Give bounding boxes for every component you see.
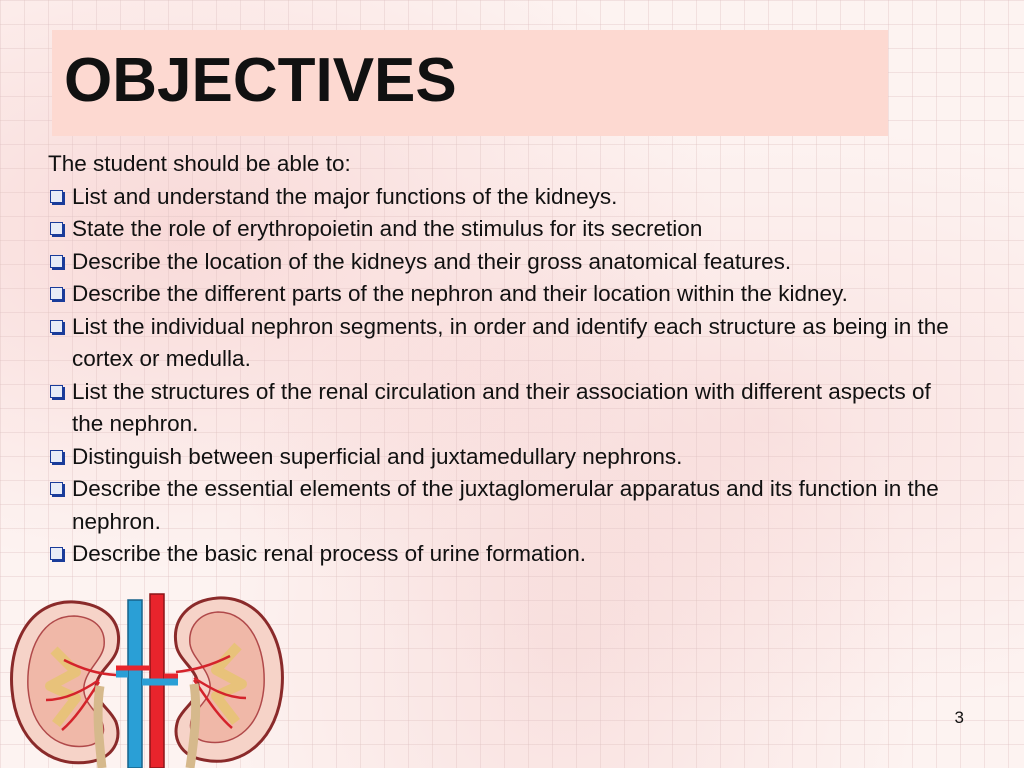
list-item-text: Describe the basic renal process of urine formation. <box>72 541 586 566</box>
intro-text: The student should be able to: <box>48 151 351 176</box>
slide-title: OBJECTIVES <box>64 46 457 115</box>
page-number: 3 <box>954 708 964 727</box>
checkbox-bullet-icon <box>50 190 63 203</box>
checkbox-bullet-icon <box>50 255 63 268</box>
list-item-text: List the individual nephron segments, in order and identify each structure as being in the cortex or medulla. <box>72 313 949 371</box>
list-item <box>48 473 968 538</box>
list-item <box>48 441 968 474</box>
right-kidney <box>175 598 282 768</box>
title-band <box>52 30 888 136</box>
checkbox-bullet-icon <box>50 222 63 235</box>
list-item <box>48 181 968 214</box>
kidneys-illustration <box>4 590 288 768</box>
checkbox-bullet-icon <box>50 482 63 495</box>
list-item-text: Describe the essential elements of the juxtaglomerular apparatus and its function in the nephron. <box>72 476 939 534</box>
list-item <box>48 376 968 441</box>
checkbox-bullet-icon <box>50 547 63 560</box>
list-item-text: Distinguish between superficial and juxtamedullary nephrons. <box>72 443 683 469</box>
checkbox-bullet-icon <box>50 450 63 463</box>
slide-body <box>48 148 968 571</box>
list-item-text: Describe the different parts of the nephron and their location within the kidney. <box>72 281 848 306</box>
list-item <box>48 538 968 571</box>
checkbox-bullet-icon <box>50 385 63 398</box>
left-kidney <box>12 602 119 768</box>
list-item <box>48 278 968 311</box>
list-item-text: Describe the location of the kidneys and their gross anatomical features. <box>72 248 792 274</box>
great-vessels <box>116 594 178 768</box>
objectives-list <box>48 181 968 571</box>
list-item-text: State the role of erythropoietin and the stimulus for its secretion <box>72 216 703 241</box>
checkbox-bullet-icon <box>50 320 63 333</box>
checkbox-bullet-icon <box>50 287 63 300</box>
list-item <box>48 246 968 279</box>
list-item-text: List the structures of the renal circulation and their association with different aspects of the nephron. <box>72 378 931 436</box>
list-item <box>48 213 968 246</box>
list-item <box>48 311 968 376</box>
list-item-text: List and understand the major functions of the kidneys. <box>72 183 618 209</box>
